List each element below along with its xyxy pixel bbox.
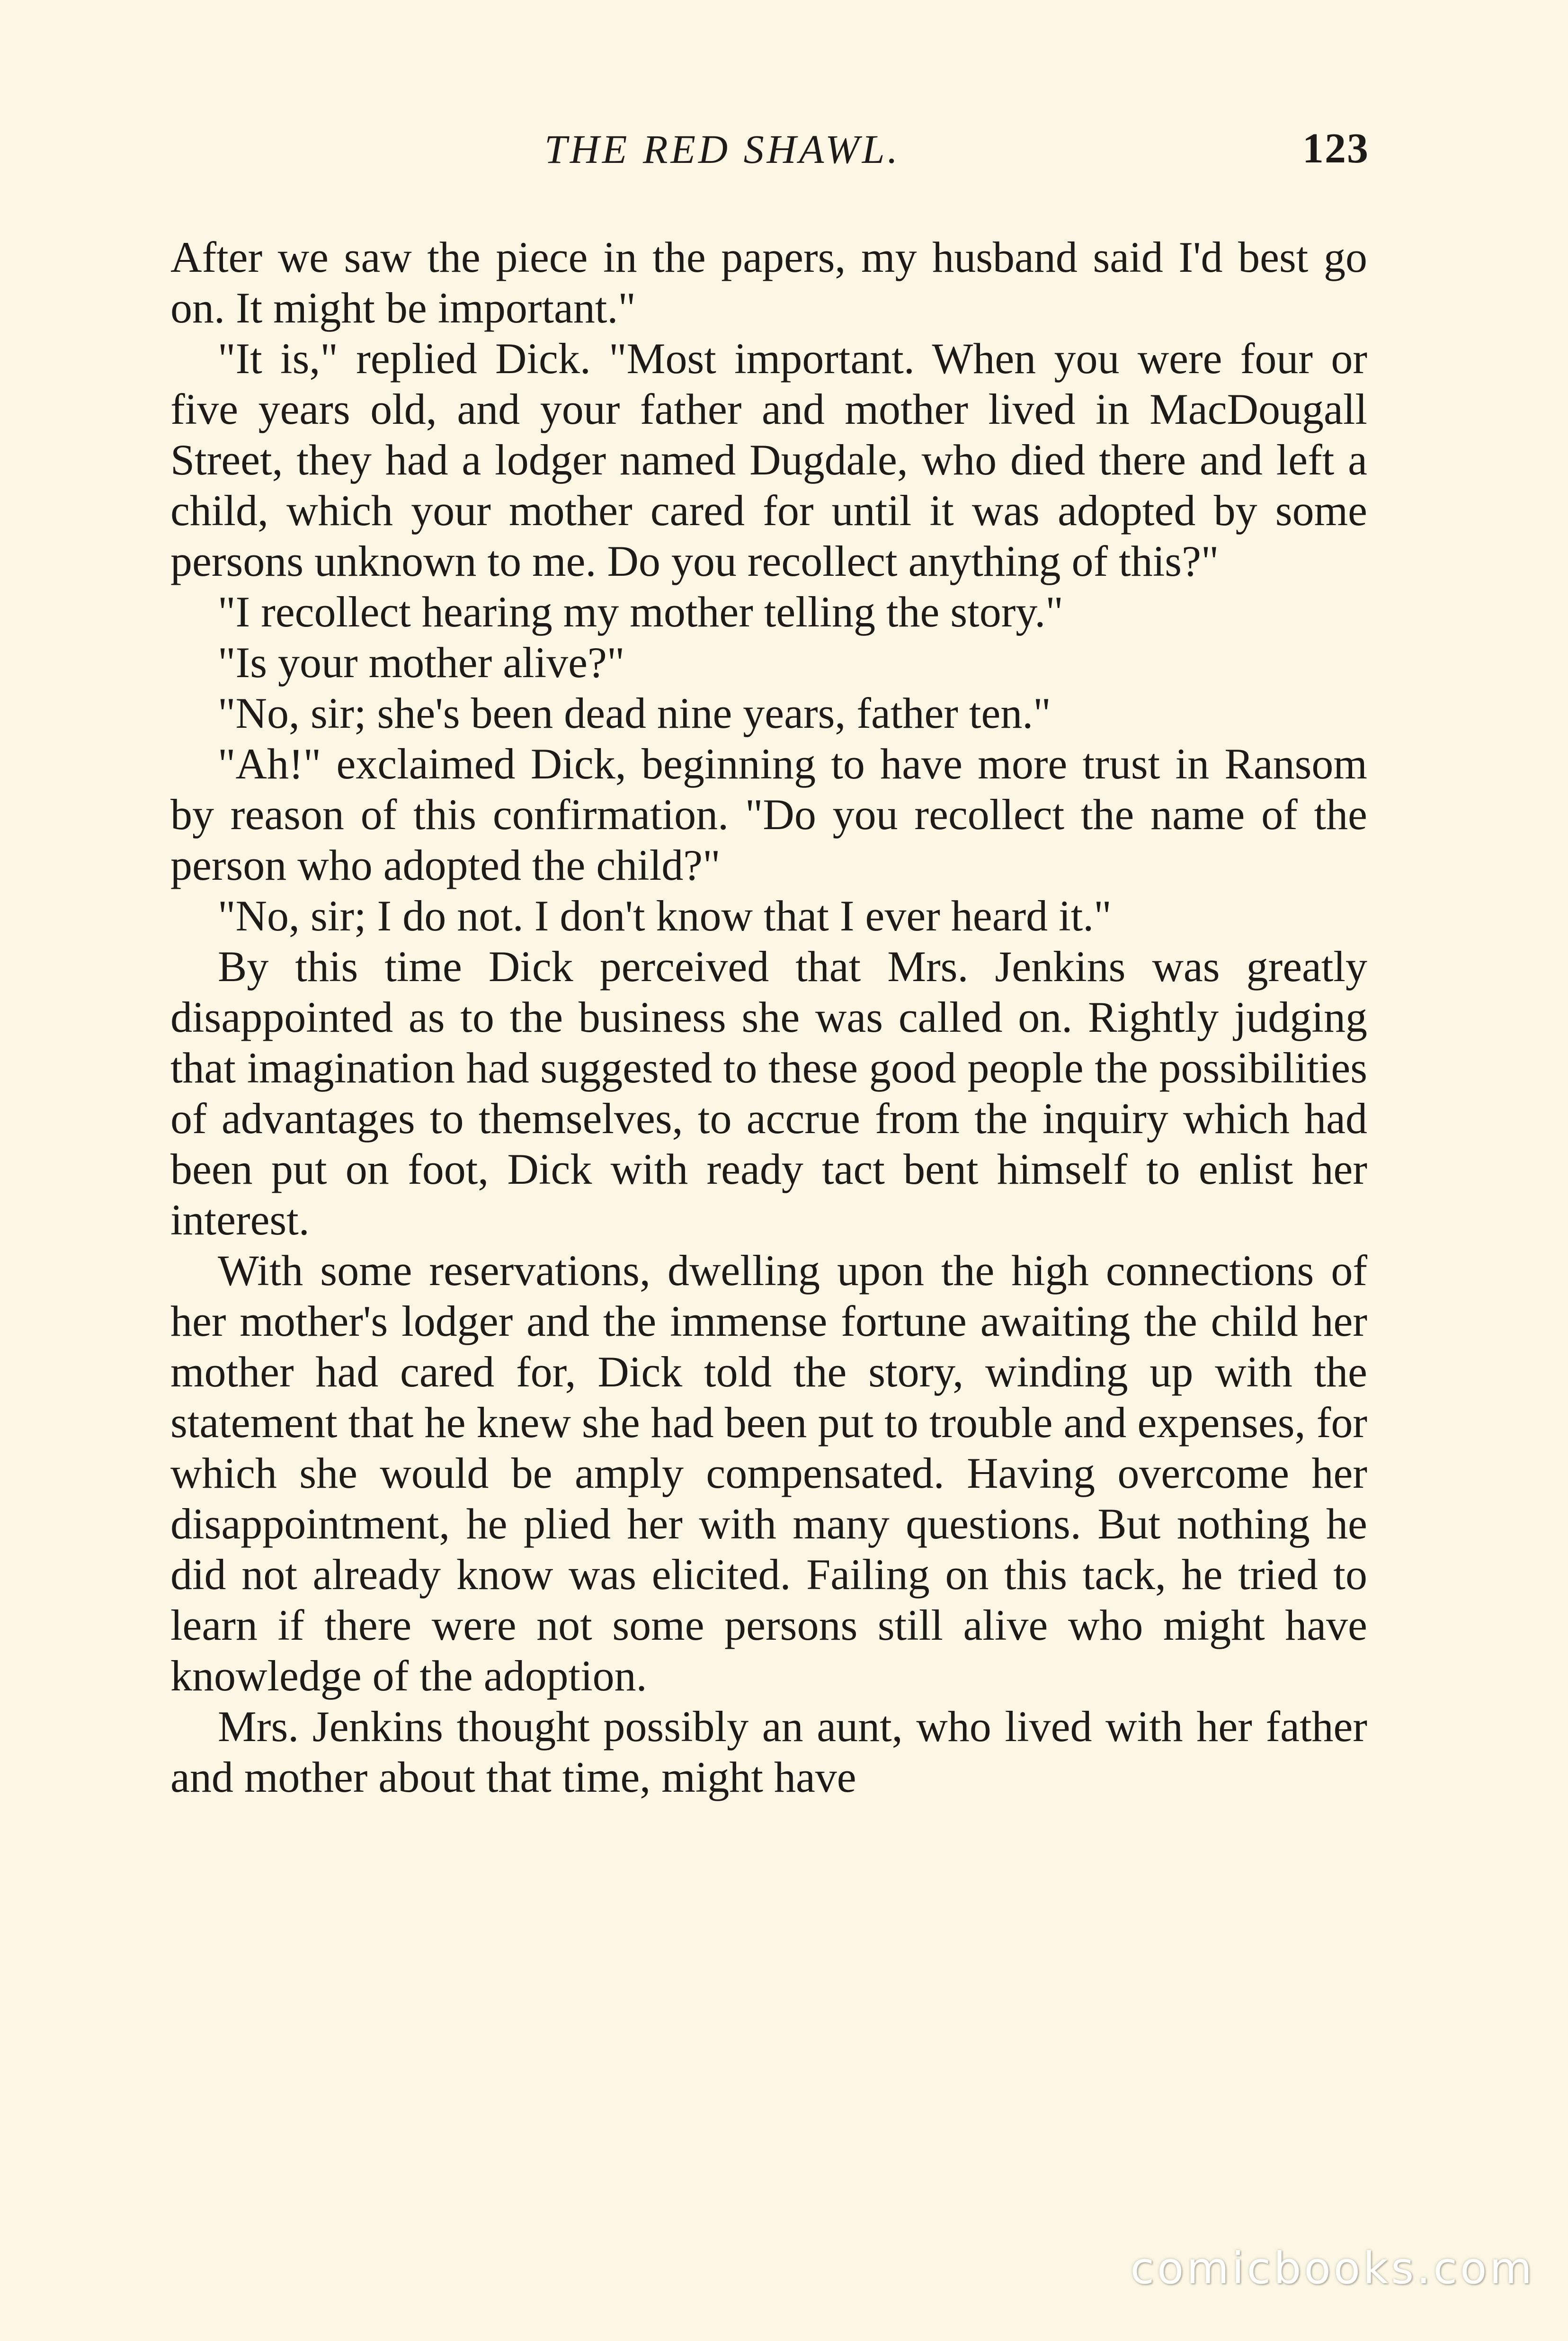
page-number: 123: [1302, 125, 1369, 172]
paragraph: With some reservations, dwelling upon the high connections of her mother's lodger and the immense fortune awaiting the child her mother had cared for, Dick told the story, winding up with the statement that he knew she had been put to trouble and expenses, for which she would be amply compensated. Having overcome her disappointment, he plied her with many questions. But nothing he did not already know was elicited. Failing on this tack, he tried to learn if there were not some persons still alive who might have knowledge of the adoption.: [170, 1246, 1367, 1700]
paragraph: "I recollect hearing my mother telling the story.": [218, 588, 1063, 636]
paragraph: "Ah!" exclaimed Dick, beginning to have more trust in Ransom by reason of this confirmation. "Do you recollect the name of the person who adopted the child?": [170, 740, 1367, 889]
paragraph: "It is," replied Dick. "Most important. When you were four or five years old, and your father and mother lived in MacDougall Street, they had a lodger named Dugdale, who died there and left a child, which your mother cared for until it was adopted by some persons unknown to me. Do you recollect anything of this?": [170, 334, 1367, 585]
paragraph: Mrs. Jenkins thought possibly an aunt, who lived with her father and mother about that time, might have: [170, 1702, 1367, 1801]
watermark: comicbooks.com: [1130, 2243, 1535, 2294]
body-text: [170, 232, 1367, 1803]
running-title: THE RED SHAWL.: [544, 126, 901, 172]
paragraph: "No, sir; I do not. I don't know that I ever heard it.": [218, 892, 1112, 940]
paragraph: "No, sir; she's been dead nine years, father ten.": [218, 689, 1051, 737]
paragraph: After we saw the piece in the papers, my husband said I'd best go on. It might be important.": [170, 233, 1367, 332]
paragraph: "Is your mother alive?": [218, 638, 625, 687]
paragraph: By this time Dick perceived that Mrs. Jenkins was greatly disappointed as to the business she was called on. Rightly judging that imagination had suggested to these good people the possibilities of advantages to themselves, to accrue from the inquiry which had been put on foot, Dick with ready tact bent himself to enlist her interest.: [170, 942, 1367, 1244]
